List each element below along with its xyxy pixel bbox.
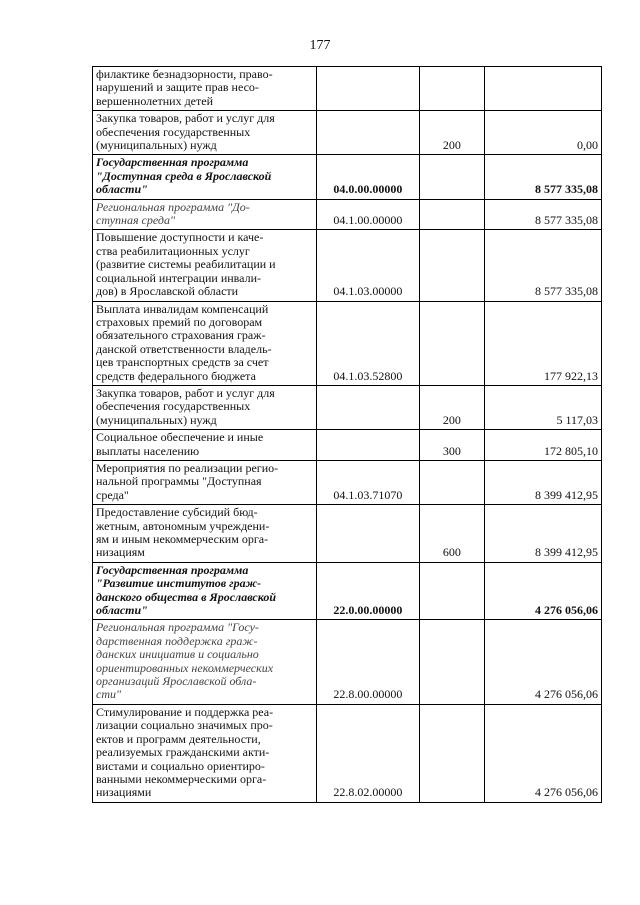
row-name-line: ориентированных некоммерческих — [96, 660, 274, 675]
row-name-line: ства реабилитационных услуг — [96, 243, 250, 258]
row-amount-cell: 4 276 056,06 — [484, 704, 601, 802]
row-amount-cell: 8 577 335,08 — [484, 199, 601, 230]
row-name-line: данских инициатив и социально — [96, 647, 259, 662]
table-row — [93, 562, 602, 620]
row-amount-cell: 8 577 335,08 — [484, 155, 601, 199]
row-expense-type-cell — [420, 562, 484, 620]
row-expense-type-cell: 200 — [420, 111, 484, 155]
row-name-cell — [93, 562, 317, 620]
row-name-line: ступная среда" — [96, 213, 176, 228]
row-name-line: ям и иным некоммерческим орга- — [96, 532, 269, 546]
row-amount-cell — [484, 67, 601, 111]
table-row — [93, 155, 602, 199]
row-code-cell — [316, 111, 420, 155]
row-name-line: цев транспортных средств за счет — [96, 355, 269, 370]
row-name-line: жетным, автономным учреждени- — [96, 518, 270, 533]
row-name-line: выплаты населению — [96, 443, 200, 458]
row-name-line: обеспечения государственных — [96, 124, 251, 139]
row-name-cell — [93, 385, 317, 429]
row-amount-cell: 177 922,13 — [484, 301, 601, 385]
row-name-line: области" — [96, 182, 148, 197]
row-expense-type-cell — [420, 301, 484, 385]
table-row — [93, 301, 602, 385]
row-name-line: реализуемых гражданскими акти- — [96, 745, 270, 760]
row-amount-cell: 8 399 412,95 — [484, 505, 601, 563]
row-name-line: данской ответственности владель- — [96, 341, 272, 356]
row-name-cell — [93, 704, 317, 802]
row-name-line: среда" — [96, 487, 129, 502]
row-name-cell — [93, 230, 317, 301]
row-code-cell — [316, 505, 420, 563]
row-name-line: сти" — [96, 687, 122, 702]
row-name-line: Государственная программа — [96, 562, 249, 577]
row-name-line: данского общества в Ярославской — [96, 589, 277, 604]
row-code-cell: 22.8.02.00000 — [316, 704, 420, 802]
row-name-cell — [93, 505, 317, 563]
row-name-line: страховых премий по договорам — [96, 314, 263, 329]
table-row — [93, 620, 602, 704]
row-name-line: Закупка товаров, работ и услуг для — [96, 111, 275, 126]
row-expense-type-cell — [420, 67, 484, 111]
row-name-line: низациям — [96, 545, 145, 560]
row-code-cell: 04.1.00.00000 — [316, 199, 420, 230]
row-name-line: ектов и программ деятельности, — [96, 731, 261, 746]
row-name-line: дов) в Ярославской области — [96, 284, 239, 299]
row-expense-type-cell — [420, 620, 484, 704]
row-amount-cell: 8 399 412,95 — [484, 460, 601, 504]
row-code-cell: 04.1.03.00000 — [316, 230, 420, 301]
budget-table — [92, 66, 602, 803]
row-amount-cell: 4 276 056,06 — [484, 620, 601, 704]
row-name-line: нарушений и защите прав несо- — [96, 80, 259, 95]
row-name-line: Региональная программа "Госу- — [96, 620, 259, 635]
row-code-cell — [316, 430, 420, 461]
row-name-line: Государственная программа — [96, 155, 249, 170]
row-name-line: низациями — [96, 785, 152, 800]
row-amount-cell: 5 117,03 — [484, 385, 601, 429]
row-name-cell — [93, 430, 317, 461]
table-row — [93, 111, 602, 155]
row-name-line: (муниципальных) нужд — [96, 138, 217, 153]
row-name-line: филактике безнадзорности, право- — [96, 67, 273, 81]
row-name-line: (развитие системы реабилитации и — [96, 257, 276, 272]
row-name-line: Закупка товаров, работ и услуг для — [96, 385, 275, 400]
row-name-line: Предоставление субсидий бюд- — [96, 505, 258, 520]
row-name-line: области" — [96, 603, 148, 618]
page-number: 177 — [309, 38, 331, 53]
row-name-line: нальной программы "Доступная — [96, 474, 262, 489]
row-name-line: социальной интеграции инвали- — [96, 270, 262, 285]
row-expense-type-cell: 300 — [420, 430, 484, 461]
table-row — [93, 199, 602, 230]
row-name-line: вершеннолетних детей — [96, 93, 213, 108]
row-name-line: дарственная поддержка граж- — [96, 633, 258, 648]
row-code-cell — [316, 67, 420, 111]
row-amount-cell: 172 805,10 — [484, 430, 601, 461]
table-row — [93, 230, 602, 301]
row-code-cell: 22.8.00.00000 — [316, 620, 420, 704]
row-expense-type-cell: 600 — [420, 505, 484, 563]
row-expense-type-cell — [420, 230, 484, 301]
table-row — [93, 460, 602, 504]
row-name-line: Повышение доступности и каче- — [96, 230, 264, 245]
row-name-cell — [93, 301, 317, 385]
row-expense-type-cell — [420, 460, 484, 504]
row-name-line: Мероприятия по реализации регио- — [96, 460, 279, 475]
row-name-cell — [93, 620, 317, 704]
table-row — [93, 704, 602, 802]
row-code-cell — [316, 385, 420, 429]
row-name-line: Выплата инвалидам компенсаций — [96, 301, 269, 316]
row-name-line: организаций Ярославской обла- — [96, 674, 257, 689]
row-code-cell: 04.0.00.00000 — [316, 155, 420, 199]
table-row — [93, 385, 602, 429]
row-name-line: средств федерального бюджета — [96, 368, 256, 383]
row-code-cell: 22.0.00.00000 — [316, 562, 420, 620]
row-name-line: "Доступная среда в Ярославской — [96, 168, 272, 183]
row-name-line: Региональная программа "До- — [96, 199, 250, 214]
row-amount-cell: 0,00 — [484, 111, 601, 155]
row-name-line: Стимулирование и поддержка реа- — [96, 704, 274, 719]
row-code-cell: 04.1.03.52800 — [316, 301, 420, 385]
row-name-line: (муниципальных) нужд — [96, 412, 217, 427]
row-amount-cell: 4 276 056,06 — [484, 562, 601, 620]
row-name-cell — [93, 67, 317, 111]
table-row — [93, 505, 602, 563]
row-name-cell — [93, 111, 317, 155]
row-name-line: лизации социально значимых про- — [96, 718, 273, 733]
row-expense-type-cell — [420, 704, 484, 802]
row-name-cell — [93, 199, 317, 230]
table-row — [93, 430, 602, 461]
row-name-cell — [93, 460, 317, 504]
row-amount-cell: 8 577 335,08 — [484, 230, 601, 301]
row-expense-type-cell: 200 — [420, 385, 484, 429]
row-name-line: "Развитие институтов граж- — [96, 576, 262, 591]
row-name-line: ванными некоммерческими орга- — [96, 771, 267, 786]
row-expense-type-cell — [420, 155, 484, 199]
row-name-line: обеспечения государственных — [96, 399, 251, 414]
table-row — [93, 67, 602, 111]
row-code-cell: 04.1.03.71070 — [316, 460, 420, 504]
row-name-line: вистами и социально ориентиро- — [96, 758, 265, 773]
row-name-line: Социальное обеспечение и иные — [96, 430, 264, 445]
row-name-cell — [93, 155, 317, 199]
row-expense-type-cell — [420, 199, 484, 230]
row-name-line: обязательного страхования граж- — [96, 328, 266, 343]
